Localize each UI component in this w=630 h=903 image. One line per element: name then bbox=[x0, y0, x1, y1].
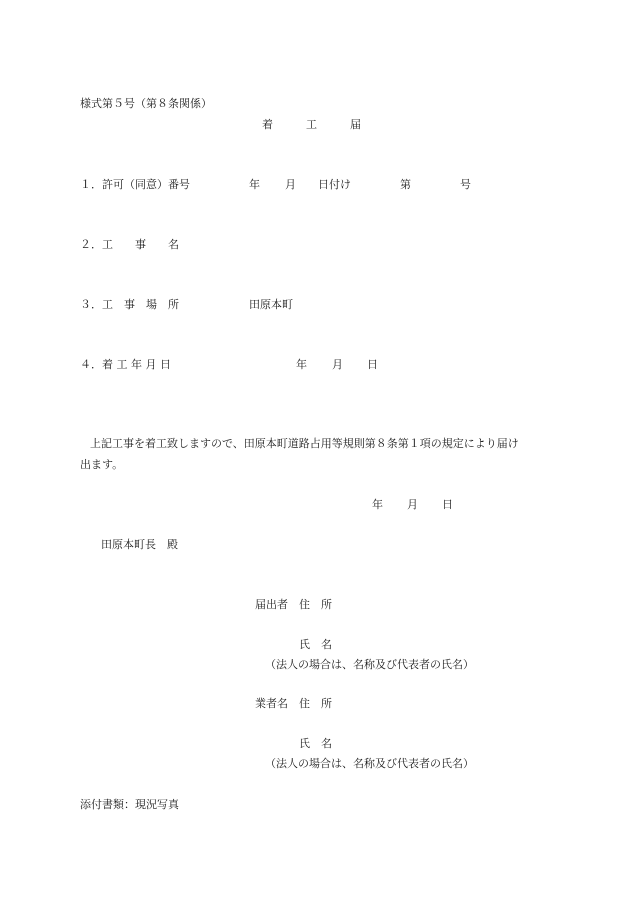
start-date-label: ４．着 工 年 月 日 bbox=[80, 358, 171, 371]
applicant-name-label: 氏 名 bbox=[299, 638, 332, 651]
contractor-name-label: 氏 名 bbox=[299, 737, 332, 750]
start-year: 年 bbox=[296, 358, 307, 371]
permit-dated: 日付け bbox=[318, 178, 351, 191]
permit-dai: 第 bbox=[400, 178, 411, 191]
permit-go: 号 bbox=[460, 178, 471, 191]
permit-year: 年 bbox=[249, 178, 260, 191]
work-place-value: 田原本町 bbox=[249, 298, 293, 311]
body-line-2: 出ます。 bbox=[80, 458, 124, 471]
submit-year: 年 bbox=[372, 498, 383, 511]
document-title: 着 工 届 bbox=[262, 118, 361, 131]
form-number: 様式第５号（第８条関係） bbox=[80, 97, 212, 110]
addressee: 田原本町長 殿 bbox=[101, 538, 178, 551]
submit-day: 日 bbox=[442, 498, 453, 511]
attachments: 添付書類：現況写真 bbox=[80, 798, 179, 811]
work-place-label: ３．工 事 場 所 bbox=[80, 298, 179, 311]
work-name-label: ２．工 事 名 bbox=[80, 238, 179, 251]
body-line-1: 上記工事を着工致しますので、田原本町道路占用等規則第８条第１項の規定により届け bbox=[90, 437, 519, 450]
contractor-note: （法人の場合は、名称及び代表者の氏名） bbox=[265, 757, 474, 770]
start-day: 日 bbox=[367, 358, 378, 371]
applicant-address-label: 届出者 住 所 bbox=[255, 598, 332, 611]
contractor-address-label: 業者名 住 所 bbox=[255, 697, 332, 710]
submit-month: 月 bbox=[407, 498, 418, 511]
start-month: 月 bbox=[332, 358, 343, 371]
permit-number-label: １．許可（同意）番号 bbox=[80, 178, 190, 191]
applicant-note: （法人の場合は、名称及び代表者の氏名） bbox=[265, 658, 474, 671]
permit-month: 月 bbox=[285, 178, 296, 191]
